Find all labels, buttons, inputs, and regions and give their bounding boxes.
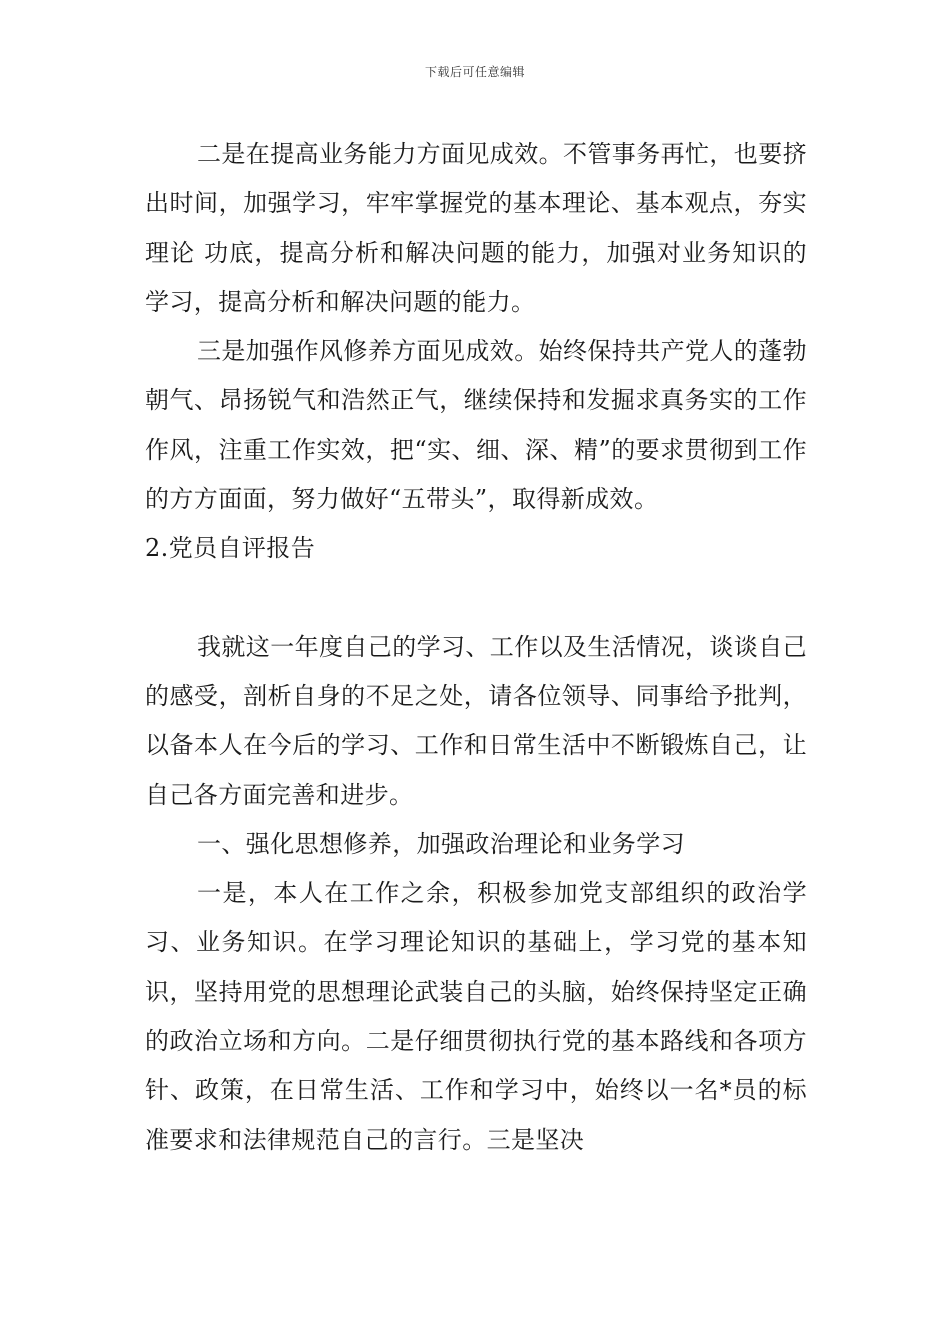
- paragraph-work-style: 三是加强作风修养方面见成效。始终保持共产党人的蓬勃朝气、昂扬锐气和浩然正气，继续保持和发掘求真务实的工作作风，注重工作实效，把“实、细、深、精”的要求贯彻到工作的方方面面，努力做好“五带头”，取得新成效。: [145, 337, 807, 514]
- section-title: 2.党员自评报告: [145, 534, 316, 563]
- paragraph-political-study: 一是，本人在工作之余，积极参加党支部组织的政治学习、业务知识。在学习理论知识的基础上，学习党的基本知识，坚持用党的思想理论武装自己的头脑，始终保持坚定正确的政治立场和方向。二是仔细贯彻执行党的基本路线和各项方针、政策，在日常生活、工作和学习中，始终以一名*员的标准要求和法律规范自己的言行。三是坚决: [145, 879, 807, 1154]
- paragraph-business-ability: 二是在提高业务能力方面见成效。不管事务再忙，也要挤出时间，加强学习，牢牢掌握党的基本理论、基本观点，夯实理论 功底，提高分析和解决问题的能力，加强对业务知识的学习，提高分析和解决问题的能力。: [145, 140, 807, 316]
- paragraph-self-review-intro: 我就这一年度自己的学习、工作以及生活情况，谈谈自己的感受，剖析自身的不足之处，请各位领导、同事给予批判，以备本人在今后的学习、工作和日常生活中不断锻炼自己，让自己各方面完善和进步。: [145, 632, 807, 809]
- subheading-ideological-cultivation: 一、强化思想修养，加强政治理论和业务学习: [197, 829, 685, 858]
- blank-line: [145, 574, 807, 623]
- page-header-note: 下载后可任意编辑: [424, 65, 525, 79]
- document-body: [145, 130, 807, 1165]
